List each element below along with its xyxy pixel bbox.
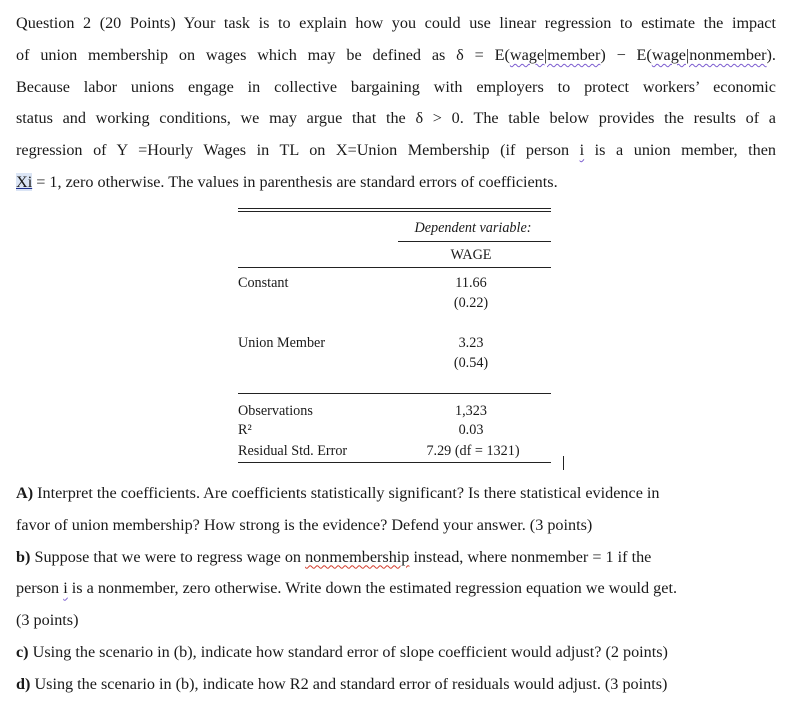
header-bottom-rule	[238, 267, 551, 268]
question-b-text: person	[16, 579, 64, 598]
stat-value-observations: 1,323	[455, 403, 487, 419]
intro-line-5	[16, 136, 776, 168]
question-a-line-2: favor of union membership? How strong is the evidence? Defend your answer. (3 points)	[16, 515, 593, 534]
intro-text: ) − E(	[600, 45, 652, 64]
question-b-text: instead, where nonmember = 1 if the	[409, 547, 652, 566]
intro-text: = 1, zero otherwise. The values in parenthesis are standard errors of coefficients.	[32, 172, 558, 191]
stat-label-r2: R²	[238, 422, 252, 438]
stat-label-observations: Observations	[238, 403, 313, 419]
question-b-line-2	[16, 574, 776, 606]
question-a-line-1	[16, 479, 776, 511]
question-b-text: Suppose that we were to regress wage on	[30, 547, 306, 566]
intro-line-3: Because labor unions engage in collective bargaining with employers to protect workers’ economic	[16, 77, 776, 96]
header-rule	[398, 241, 551, 242]
table-top-rule	[238, 208, 551, 209]
se-constant: (0.22)	[453, 295, 489, 311]
intro-text: of union membership on wages which may be defined as δ = E(	[16, 45, 510, 64]
question-b-text: is a nonmember, zero otherwise. Write down the estimated regression equation we would get.	[67, 579, 678, 598]
question-b-line-3: (3 points)	[16, 611, 79, 630]
intro-line-4: status and working conditions, we may argue that the δ > 0. The table below provides the results of a	[16, 109, 776, 128]
coef-constant: 11.66	[455, 275, 487, 291]
question-intro	[16, 9, 776, 200]
row-label-union-member: Union Member	[238, 335, 326, 351]
intro-text: ).	[766, 45, 776, 64]
dependent-variable-name: WAGE	[450, 247, 492, 263]
question-a-text: Interpret the coefficients. Are coefficients statistically significant? Is there statistical evidence in	[33, 484, 660, 502]
question-a-label: A)	[16, 484, 34, 502]
nonmembership-term: nonmembership	[305, 547, 410, 566]
table-bottom-rule	[238, 462, 551, 463]
person-i: i	[63, 579, 68, 598]
question-c-label: c)	[16, 642, 29, 661]
row-label-constant: Constant	[238, 275, 289, 291]
question-c-line-1	[16, 638, 776, 670]
dependent-variable-label: Dependent variable:	[414, 220, 532, 236]
wage-member-term: wage|member	[509, 45, 601, 64]
person-i: i	[579, 141, 585, 160]
intro-line-6	[16, 168, 776, 200]
question-c-text: Using the scenario in (b), indicate how standard error of slope coefficient would adjust? (2 points)	[28, 642, 668, 661]
table-top-rule	[238, 211, 551, 212]
question-b-label: b)	[16, 547, 31, 566]
stats-rule	[238, 393, 551, 394]
intro-text: is a union member, then	[584, 141, 776, 160]
question-d-text: Using the scenario in (b), indicate how R2 and standard error of residuals would adjust. (3 points)	[30, 674, 668, 693]
stat-value-residual-se: 7.29 (df = 1321)	[426, 443, 520, 459]
xi-variable: Xi	[16, 172, 33, 191]
stat-value-r2: 0.03	[458, 422, 484, 438]
intro-line-2	[16, 41, 776, 73]
intro-text: regression of Y =Hourly Wages in TL on X=Union Membership (if person	[16, 141, 580, 160]
question-b-line-1	[16, 543, 776, 575]
se-union-member: (0.54)	[453, 355, 489, 371]
stat-label-residual-se: Residual Std. Error	[238, 443, 348, 459]
coef-union-member: 3.23	[458, 335, 484, 351]
question-d-line-1	[16, 670, 776, 702]
question-d-label: d)	[16, 674, 31, 693]
wage-nonmember-term: wage|nonmember	[651, 45, 767, 64]
text-cursor	[563, 456, 564, 470]
question-parts	[16, 479, 776, 702]
intro-line-1: Question 2 (20 Points) Your task is to explain how you could use linear regression to estimate the impact	[16, 14, 776, 32]
